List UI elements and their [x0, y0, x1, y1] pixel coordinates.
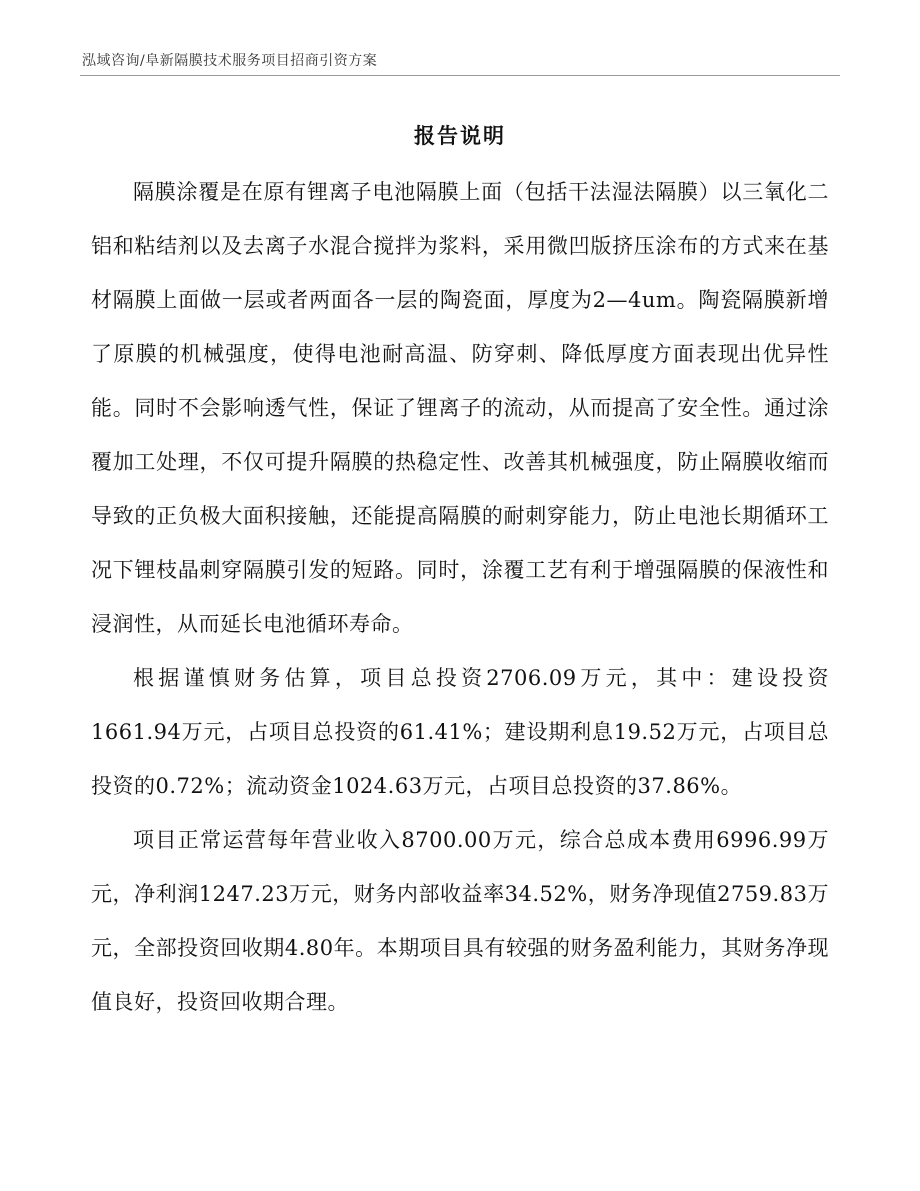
- paragraph-financials: 项目正常运营每年营业收入8700.00万元，综合总成本费用6996.99万元，净利润1247.23万元，财务内部收益率34.52%，财务净现值2759.83万元，全部投资回收期4.80年。本期项目具有较强的财务盈利能力，其财务净现值良好，投资回收期合理。: [91, 828, 829, 1014]
- paragraph-separator-coating: 隔膜涂覆是在原有锂离子电池隔膜上面（包括干法湿法隔膜）以三氧化二铝和粘结剂以及去离子水混合搅拌为浆料，采用微凹版挤压涂布的方式来在基材隔膜上面做一层或者两面各一层的陶瓷面，厚度为2—4um。陶瓷隔膜新增了原膜的机械强度，使得电池耐高温、防穿刺、降低厚度方面表现出优异性能。同时不会影响透气性，保证了锂离子的流动，从而提高了安全性。通过涂覆加工处理，不仅可提升隔膜的热稳定性、改善其机械强度，防止隔膜收缩而导致的正负极大面积接触，还能提高隔膜的耐刺穿能力，防止电池长期循环工况下锂枝晶刺穿隔膜引发的短路。同时，涂覆工艺有利于增强隔膜的保液性和浸润性，从而延长电池循环寿命。: [91, 180, 829, 636]
- running-header: 泓域咨询/阜新隔膜技术服务项目招商引资方案: [82, 53, 378, 69]
- report-body: [91, 165, 829, 1029]
- section-title: 报告说明: [414, 123, 506, 148]
- paragraph-investment: 根据谨慎财务估算，项目总投资2706.09万元，其中：建设投资1661.94万元，占项目总投资的61.41%；建设期利息19.52万元，占项目总投资的0.72%；流动资金1024.63万元，占项目总投资的37.86%。: [91, 666, 829, 798]
- header-divider: [80, 75, 840, 76]
